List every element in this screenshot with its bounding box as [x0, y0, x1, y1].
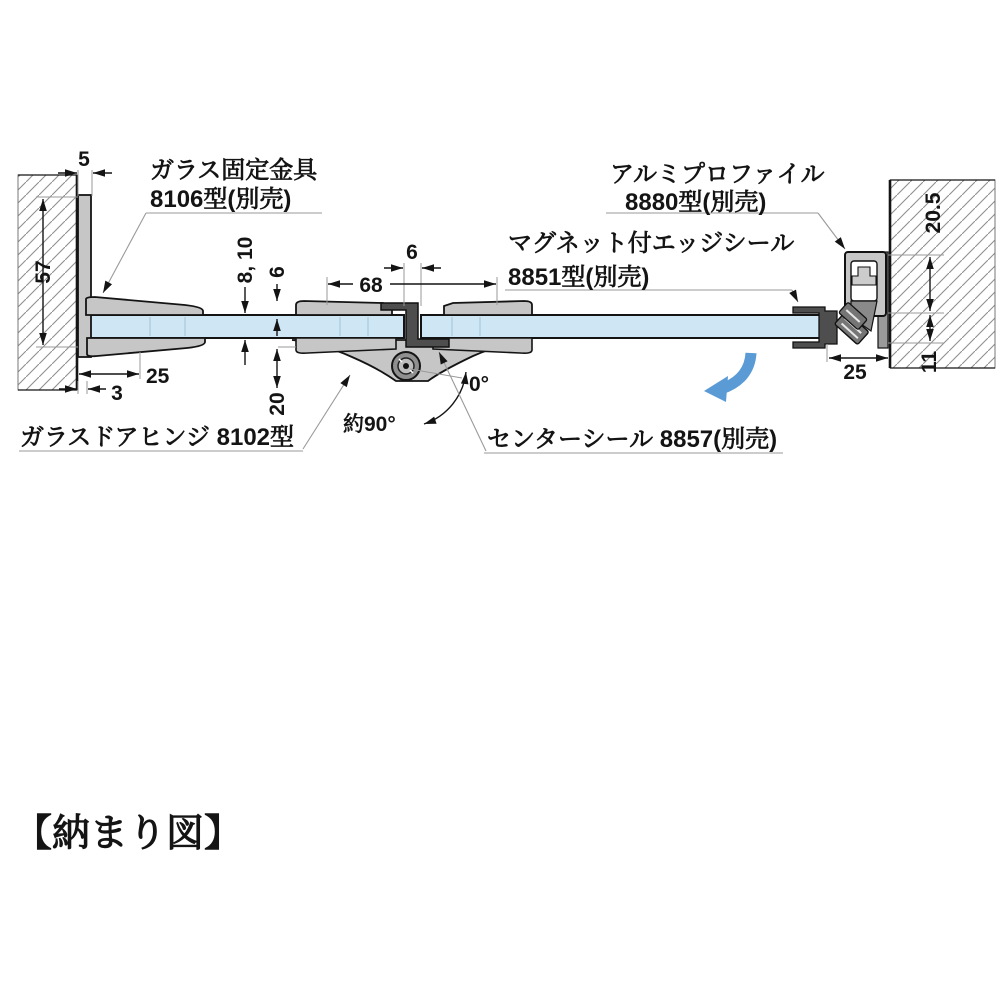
label-magnet-edge-seal-line1: マグネット付エッジシール	[508, 230, 795, 257]
label-magnet-edge-seal-line2: 8851型(別売)	[508, 264, 650, 291]
dim-20-5: 20.5	[922, 192, 945, 234]
dim-3: 3	[111, 382, 123, 405]
caption-title: 【納まり図】	[14, 813, 243, 855]
angle-0: 0°	[469, 373, 490, 396]
dimension-center-gap-6	[384, 241, 441, 306]
dimension-glass-thickness-8-10	[234, 237, 257, 365]
dim-5: 5	[78, 148, 90, 171]
dimension-hinge-bottom-20	[266, 347, 296, 416]
dim-8-10: 8, 10	[234, 236, 257, 284]
dim-6-center: 6	[406, 241, 418, 264]
hinge-pivot	[392, 352, 420, 380]
dim-25-right: 25	[843, 361, 867, 384]
dimension-hinge-width-68	[327, 274, 497, 305]
dim-6-left: 6	[266, 266, 289, 278]
dim-20: 20	[266, 392, 289, 416]
label-glass-fixture-line2: 8106型(別売)	[150, 186, 292, 213]
label-glass-fixture-line1: ガラス固定金具	[150, 157, 318, 184]
dim-11: 11	[918, 350, 941, 374]
glass-panel	[87, 315, 823, 338]
label-alumi-profile-line1: アルミプロファイル	[610, 161, 825, 188]
dim-68: 68	[359, 274, 383, 297]
dim-25-left: 25	[146, 365, 170, 388]
dim-57: 57	[32, 260, 55, 284]
label-door-hinge: ガラスドアヒンジ 8102型	[20, 424, 295, 451]
dimension-bracket-depth-25	[79, 352, 170, 388]
label-center-seal: センターシール 8857(別売)	[487, 426, 778, 453]
angle-90: 約90°	[343, 413, 396, 436]
door-swing-arrow	[704, 353, 751, 402]
dimension-edge-seal-25	[827, 344, 888, 384]
label-alumi-profile-line2: 8880型(別売)	[625, 189, 767, 216]
